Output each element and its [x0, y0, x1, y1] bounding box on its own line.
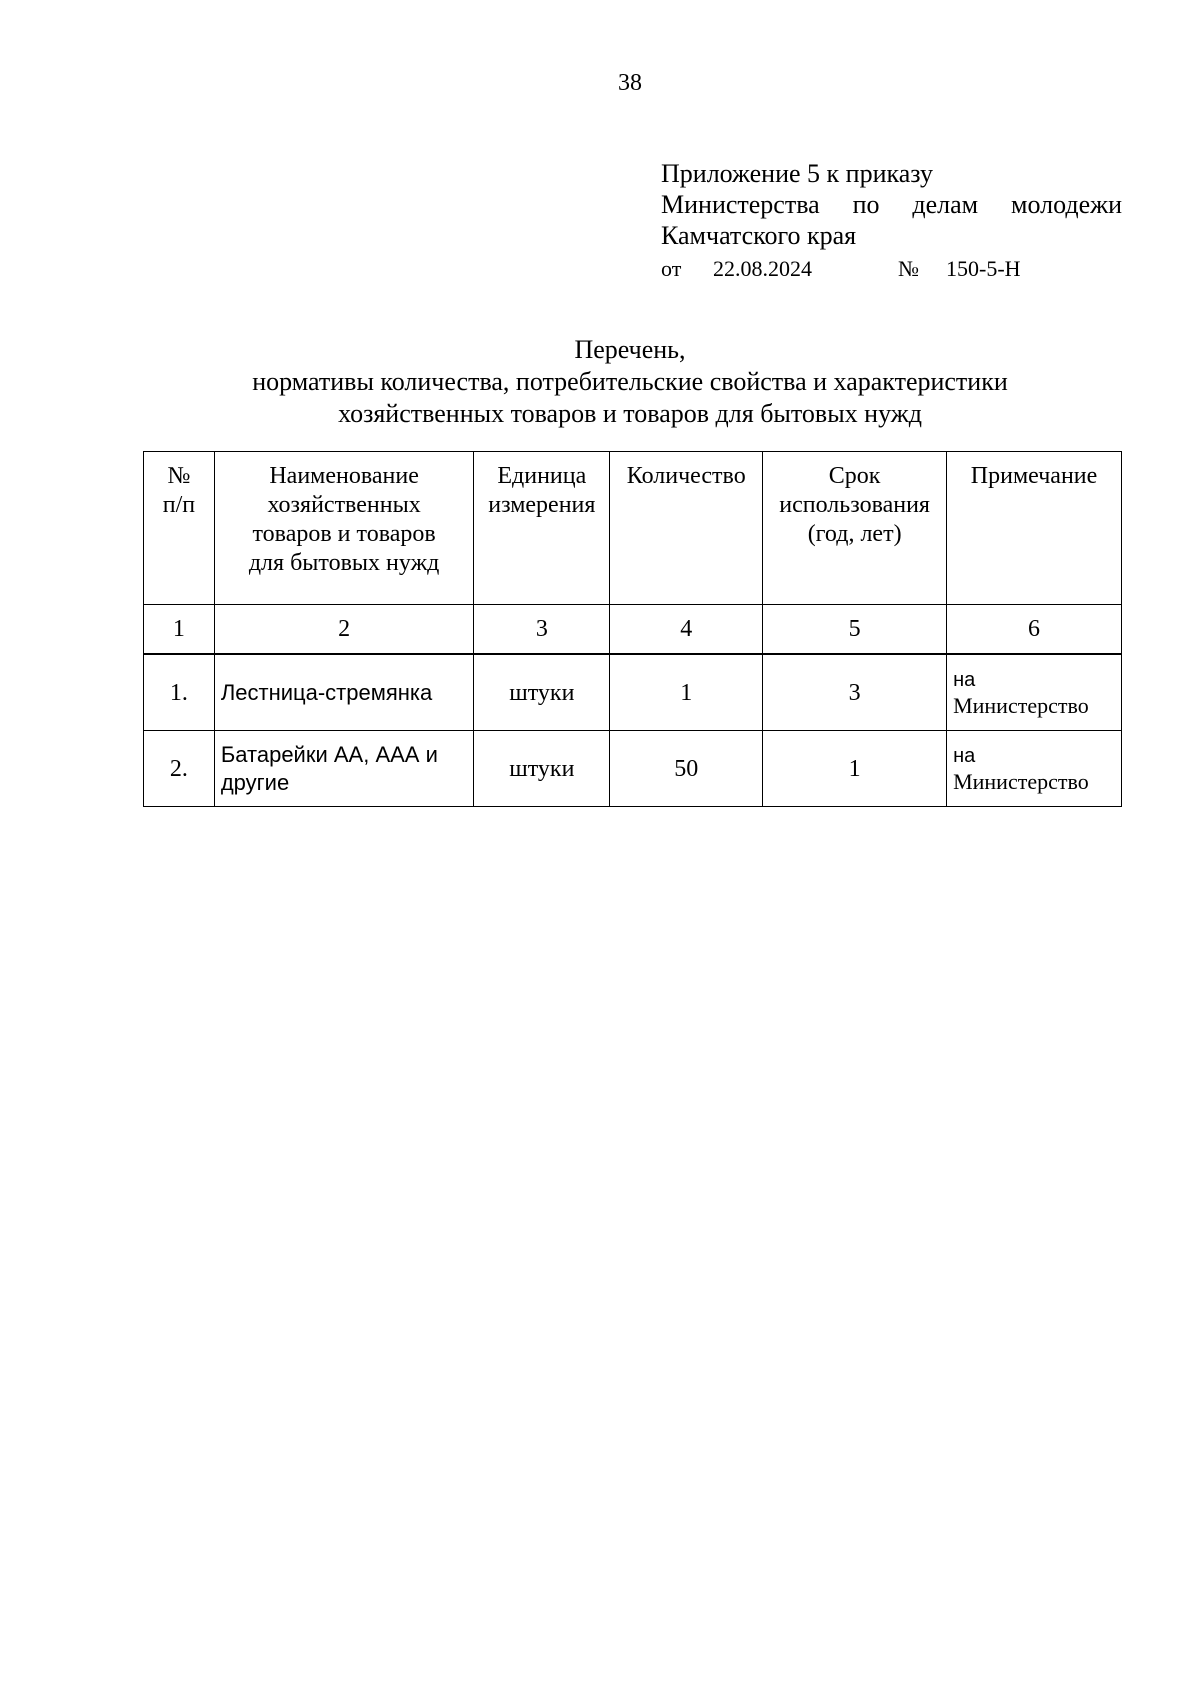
- column-number: 6: [947, 605, 1122, 655]
- header-note-line-1: Примечание: [970, 463, 1098, 489]
- row-qty: 50: [610, 731, 763, 807]
- row-num: 2.: [144, 731, 215, 807]
- table-row: [144, 731, 1122, 807]
- header-unit-line-2: измерения: [488, 492, 596, 518]
- row-term: 3: [763, 654, 947, 731]
- order-from-label: от: [661, 256, 682, 281]
- column-number: 5: [763, 605, 947, 655]
- title-line-2: нормативы количества, потребительские свойства и характеристики: [252, 367, 1008, 396]
- header-name-line-3: товаров и товаров: [252, 521, 436, 547]
- row-note-line-1: на: [953, 744, 976, 767]
- column-number: 3: [474, 605, 610, 655]
- appendix-line-2: Министерства по делам молодежи: [661, 190, 1122, 219]
- table-row: [144, 654, 1122, 731]
- row-num: 1.: [144, 654, 215, 731]
- order-reference: [661, 253, 1122, 284]
- column-numbers-row: [144, 605, 1122, 655]
- header-name-line-1: Наименование: [269, 463, 419, 489]
- row-note: [947, 731, 1122, 807]
- order-number: 150-5-Н: [946, 256, 1021, 281]
- header-unit-line-1: Единица: [497, 463, 587, 489]
- table-header-row: [144, 452, 1122, 605]
- row-note-line-2: Министерство: [953, 768, 1089, 794]
- column-number: 4: [610, 605, 763, 655]
- order-date: 22.08.2024: [713, 256, 812, 281]
- appendix-line-3: Камчатского края: [661, 221, 857, 250]
- header-num-line-1: №: [167, 463, 191, 489]
- order-number-sign: №: [898, 256, 919, 281]
- row-unit: штуки: [474, 731, 610, 807]
- row-note: [947, 654, 1122, 731]
- row-unit: штуки: [474, 654, 610, 731]
- title-line-1: Перечень,: [574, 335, 686, 364]
- title-line-3: хозяйственных товаров и товаров для бытовых нужд: [338, 399, 922, 428]
- row-name-line-2: другие: [220, 769, 290, 795]
- header-qty-line-1: Количество: [626, 463, 746, 489]
- appendix-block: [661, 158, 1122, 284]
- header-term-line-3: (год, лет): [807, 521, 902, 547]
- header-name: [214, 452, 474, 605]
- header-num-line-2: п/п: [162, 492, 196, 518]
- header-unit: [474, 452, 610, 605]
- header-term-line-1: Срок: [828, 463, 881, 489]
- document-title: [140, 334, 1120, 430]
- header-note: [947, 452, 1122, 605]
- header-qty: [610, 452, 763, 605]
- row-name: [214, 731, 474, 807]
- column-number: 1: [144, 605, 215, 655]
- row-note-line-1: на: [953, 668, 976, 691]
- row-term: 1: [763, 731, 947, 807]
- header-num: [144, 452, 215, 605]
- row-name-line-1: Батарейки АА, ААА и: [220, 741, 438, 767]
- header-name-line-4: для бытовых нужд: [248, 550, 440, 576]
- column-number: 2: [214, 605, 474, 655]
- row-name: Лестница-стремянка: [214, 654, 474, 731]
- goods-table: [143, 451, 1122, 807]
- row-qty: 1: [610, 654, 763, 731]
- appendix-line-1: Приложение 5 к приказу: [661, 159, 934, 188]
- page-number: 38: [618, 70, 642, 96]
- header-term: [763, 452, 947, 605]
- header-name-line-2: хозяйственных: [267, 492, 421, 518]
- row-note-line-2: Министерство: [953, 692, 1089, 718]
- header-term-line-2: использования: [779, 492, 930, 518]
